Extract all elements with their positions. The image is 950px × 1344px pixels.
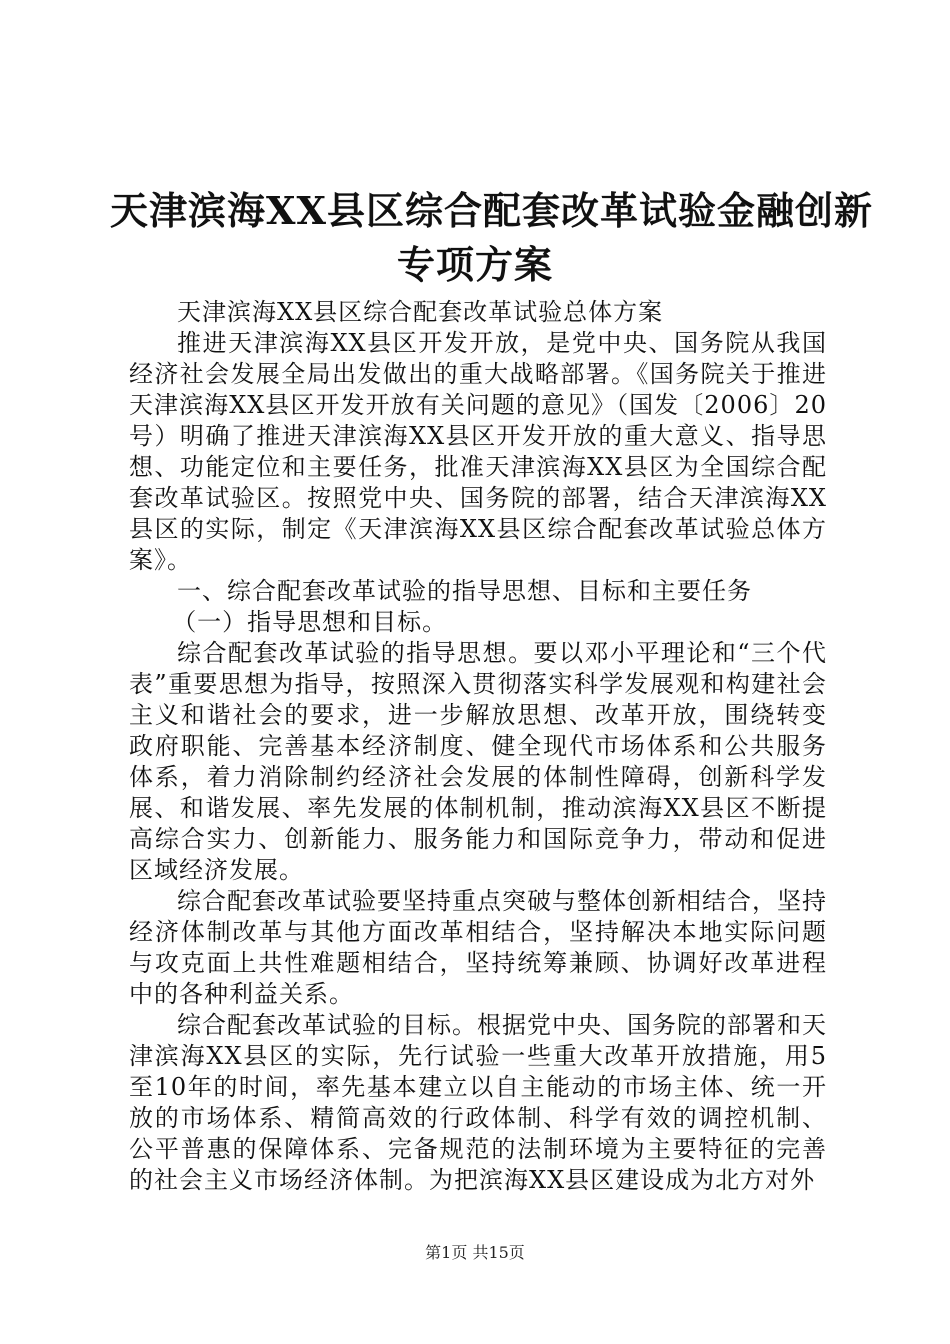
paragraph-guiding-ideology: 综合配套改革试验的指导思想。要以邓小平理论和“三个代表”重要思想为指导，按照深入贯彻落实科学发展观和构建社会主义和谐社会的要求，进一步解放思想、改革开放，围绕转变政府职能、完善基本经济制度、健全现代市场体系和公共服务体系，着力消除制约经济社会发展的体制性障碍，创新科学发展、和谐发展、率先发展的体制机制，推动滨海XX县区不断提高综合实力、创新能力、服务能力和国际竞争力，带动和促进区域经济发展。 [129, 639, 827, 884]
section-heading-1: 一、综合配套改革试验的指导思想、目标和主要任务 [177, 577, 752, 605]
paragraph-introduction: 推进天津滨海XX县区开发开放，是党中央、国务院从我国经济社会发展全局出发做出的重大战略部署。《国务院关于推进天津滨海XX县区开发开放有关问题的意见》（国发〔2006〕20号）明确了推进天津滨海XX县区开发开放的重大意义、指导思想、功能定位和主要任务，批准天津滨海XX县区为全国综合配套改革试验区。按照党中央、国务院的部署，结合天津滨海XX县区的实际，制定《天津滨海XX县区综合配套改革试验总体方案》。 [129, 329, 827, 574]
document-body [129, 297, 827, 1196]
paragraph-goals: 综合配套改革试验的目标。根据党中央、国务院的部署和天津滨海XX县区的实际，先行试验一些重大改革开放措施，用5至10年的时间，率先基本建立以自主能动的市场主体、统一开放的市场体系、精简高效的行政体制、科学有效的调控机制、公平普惠的保障体系、完备规范的法制环境为主要特征的完善的社会主义市场经济体制。为把滨海XX县区建设成为北方对外 [129, 1011, 827, 1194]
subsection-heading-1: （一）指导思想和目标。 [172, 608, 448, 636]
paragraph-plan-name: 天津滨海XX县区综合配套改革试验总体方案 [177, 298, 664, 326]
document-title-line-1: 天津滨海XX县区综合配套改革试验金融创新 [110, 188, 873, 233]
document-title-line-2: 专项方案 [396, 242, 553, 287]
page-number-footer: 第1页 共15页 [425, 1243, 525, 1262]
paragraph-principles: 综合配套改革试验要坚持重点突破与整体创新相结合，坚持经济体制改革与其他方面改革相结合，坚持解决本地实际问题与攻克面上共性难题相结合，坚持统筹兼顾、协调好改革进程中的各种利益关系。 [129, 887, 827, 1008]
